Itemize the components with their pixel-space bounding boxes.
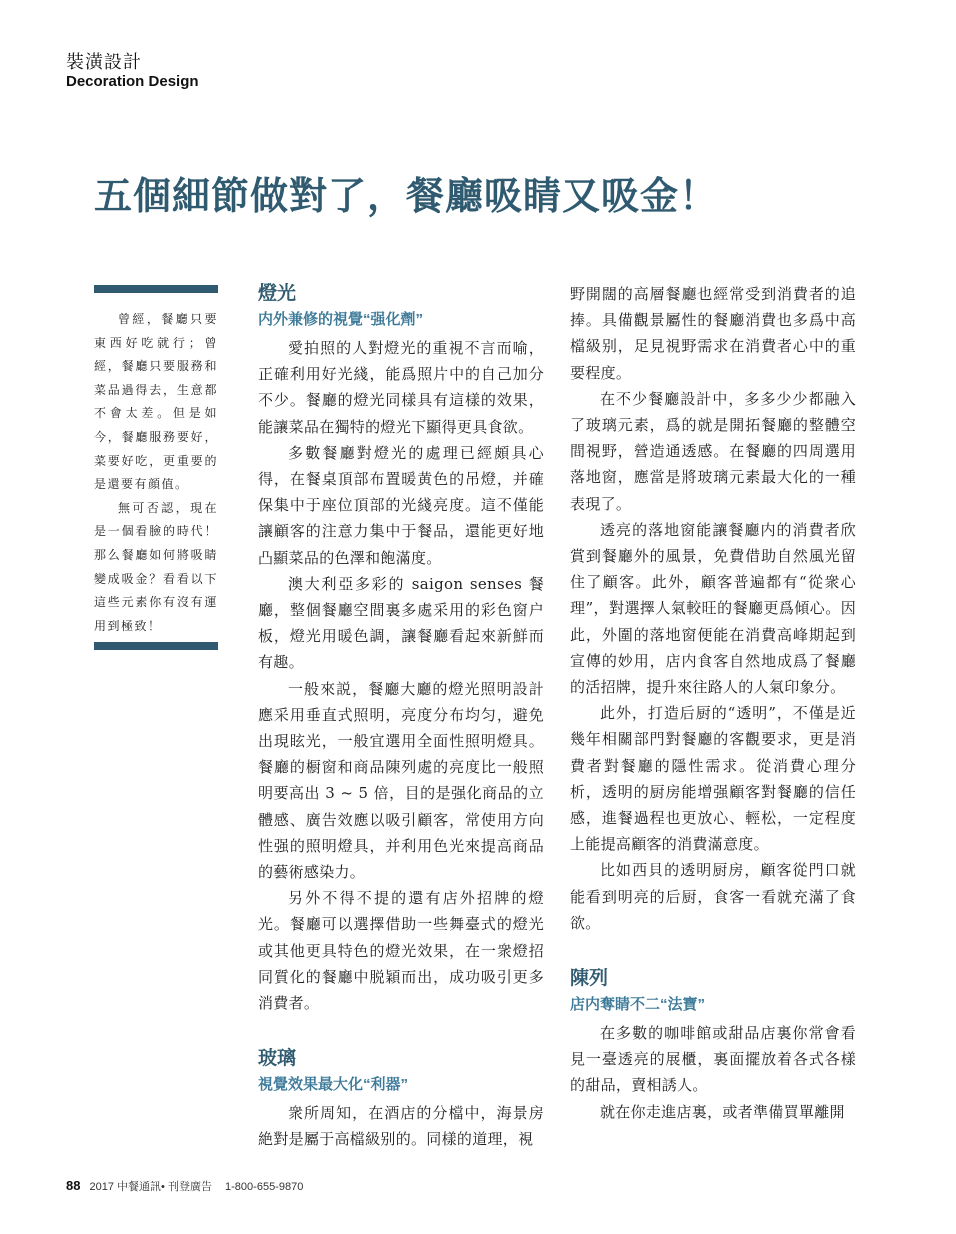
body-paragraph: 衆所周知，在酒店的分檔中，海景房絶對是屬于高檔級别的。同樣的道理，視	[258, 1104, 544, 1149]
body-paragraph: 比如西貝的透明厨房，顧客從門口就能看到明亮的后厨，食客一看就充滿了食欲。	[570, 861, 856, 932]
body-paragraph: 此外，打造后厨的“透明”，不僅是近幾年相關部門對餐廳的客觀要求，更是消費者對餐廳的隱性需求。從消費心理分析，透明的厨房能增强顧客對餐廳的信任感，進餐過程也更放心、輕松，一定程度上能提高顧客的消費滿意度。	[570, 704, 856, 854]
section-subheading-display: 店内奪睛不二“法寶”	[570, 996, 706, 1014]
body-paragraph: 愛拍照的人對燈光的重視不言而喻，正確利用好光綫，能爲照片中的自己加分不少。餐廳的燈光同樣具有這樣的效果，能讓菜品在獨特的燈光下顯得更具食欲。	[258, 339, 544, 436]
sidebar-bottom-rule	[94, 642, 218, 650]
body-paragraph: 另外不得不提的還有店外招牌的燈光。餐廳可以選擇借助一些舞臺式的燈光或其他更具特色的燈光效果，在一衆燈招同質化的餐廳中脱穎而出，成功吸引更多消費者。	[258, 889, 544, 1013]
section-subheading-glass: 視覺效果最大化“利器”	[258, 1076, 409, 1094]
body-paragraph: 透亮的落地窗能讓餐廳内的消費者欣賞到餐廳外的風景，免費借助自然風光留住了顧客。此外，顧客普遍都有“從衆心理”，對選擇人氣較旺的餐廳更爲傾心。因此，外圍的落地窗便能在消費高峰期起到宣傳的妙用，店内食客自然地成爲了餐廳的活招牌，提升來往路人的人氣印象分。	[570, 520, 856, 697]
sidebar-top-rule	[94, 285, 218, 293]
body-paragraph-continued: 野開闊的高層餐廳也經常受到消費者的追捧。具備觀景屬性的餐廳消費也多爲中高檔級别，足見視野需求在消費者心中的重要程度。	[570, 285, 856, 382]
phone-number: 1-800-655-9870	[225, 1181, 304, 1193]
body-paragraph: 多數餐廳對燈光的處理已經頗具心得，在餐桌頂部布置暖黄色的吊燈，并確保集中于座位頂部的光綫亮度。這不僅能讓顧客的注意力集中于餐品，還能更好地凸顯菜品的色澤和飽滿度。	[258, 443, 544, 567]
body-paragraph: 在不少餐廳設計中，多多少少都融入了玻璃元素，爲的就是開拓餐廳的整體空間視野，營造通透感。在餐廳的四周選用落地窗，應當是將玻璃元素最大化的一種表現了。	[570, 389, 856, 513]
body-paragraph: 在多數的咖啡館或甜品店裏你常會看見一臺透亮的展櫃，裏面擺放着各式各樣的甜品，賣相誘人。	[570, 1024, 856, 1095]
section-heading-display: 陳列	[570, 968, 609, 990]
article-column-1	[258, 281, 544, 1153]
sidebar-intro	[94, 308, 218, 638]
sidebar-paragraph: 曾經，餐廳只要東西好吃就行；曾經，餐廳只要服務和菜品過得去，生意都不會太差。但是如今，餐廳服務要好，菜要好吃，更重要的是還要有顔值。	[94, 312, 218, 492]
section-heading-lighting: 燈光	[258, 283, 297, 304]
section-spacer	[258, 1016, 544, 1046]
body-paragraph: 一般來説，餐廳大廳的燈光照明設計應采用垂直式照明，亮度分布均匀，避免出現眩光，一般宜選用全面性照明燈具。餐廳的橱窗和商品陳列處的亮度比一般照明要高出 3 ~ 5 倍，目的是强化商品的立體感、廣告效應以吸引顧客，常使用方向性强的照明燈具，并利用色光來提高商品的藝術感染力。	[258, 679, 544, 882]
page-number: 88	[66, 1178, 81, 1193]
section-label-zh: 裝潢設計	[66, 52, 142, 72]
body-paragraph: 就在你走進店裏，或者準備買單離開	[600, 1102, 845, 1121]
section-label-en: Decoration Design	[66, 73, 199, 90]
section-spacer	[570, 936, 856, 966]
section-subheading-lighting: 内外兼修的視覺“强化劑”	[258, 311, 424, 328]
article-title: 五個細節做對了，餐廳吸睛又吸金！	[94, 173, 719, 219]
page-footer	[66, 1178, 303, 1194]
section-heading-glass: 玻璃	[258, 1048, 297, 1070]
publication-info: 2017 中餐通訊• 刊登廣告	[89, 1181, 212, 1193]
body-paragraph: 澳大利亞多彩的 saigon senses 餐廳，整個餐廳空間裏多處采用的彩色窗户板，燈光用暖色調，讓餐廳看起來新鮮而有趣。	[258, 574, 544, 672]
sidebar-paragraph: 無可否認，現在是一個看臉的時代！那么餐廳如何將吸睛變成吸金？看看以下這些元素你有沒有運用到極致！	[94, 500, 218, 633]
article-column-2	[570, 281, 856, 1125]
